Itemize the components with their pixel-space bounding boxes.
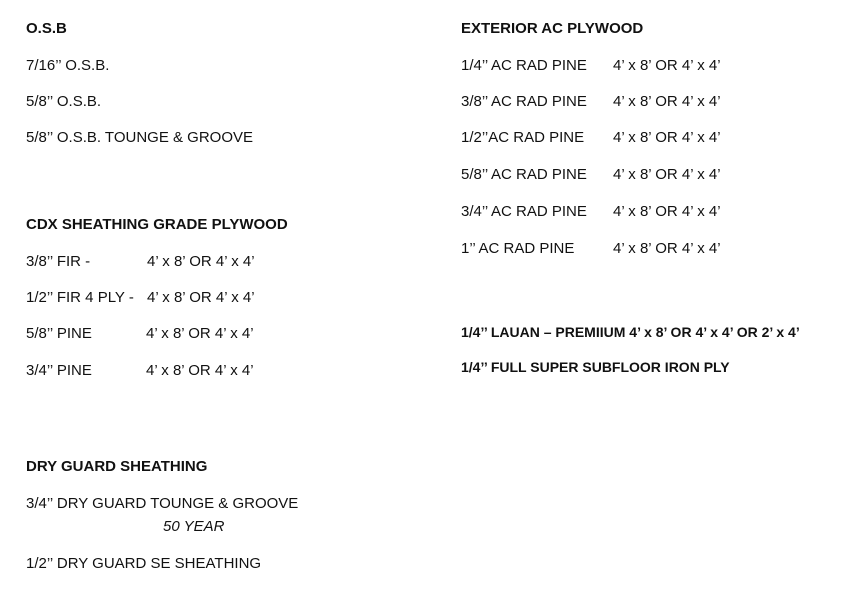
exterior-ac-item-sizes: 4’ x 8’ OR 4’ x 4’ [613,240,721,257]
dry-guard-item: 3/4’’ DRY GUARD TOUNGE & GROOVE [26,495,299,512]
exterior-ac-item-name: 1/4’’ AC RAD PINE [461,57,587,74]
cdx-item-name: 3/8’’ FIR - [26,253,91,270]
dry-guard-note: 50 YEAR [163,518,225,535]
cdx-item-sizes: 4’ x 8’ OR 4’ x 4’ [146,362,254,379]
exterior-ac-item-sizes: 4’ x 8’ OR 4’ x 4’ [613,57,721,74]
specialty-item: 1/4’’ LAUAN – PREMIIUM 4’ x 8’ OR 4’ x 4’ OR 2’ x 4’ [461,324,800,340]
dry-guard-item: 1/2’’ DRY GUARD SE SHEATHING [26,555,262,572]
exterior-ac-heading: EXTERIOR AC PLYWOOD [461,20,644,37]
dry-guard-heading: DRY GUARD SHEATHING [26,458,208,475]
exterior-ac-item-name: 5/8’’ AC RAD PINE [461,166,587,183]
cdx-item-name: 3/4’’ PINE [26,362,92,379]
osb-item: 5/8’’ O.S.B. TOUNGE & GROOVE [26,129,254,146]
exterior-ac-item-sizes: 4’ x 8’ OR 4’ x 4’ [613,129,721,146]
osb-item: 5/8’’ O.S.B. [26,93,102,110]
cdx-item-sizes: 4’ x 8’ OR 4’ x 4’ [147,253,255,270]
exterior-ac-item-name: 1/2’’AC RAD PINE [461,129,585,146]
exterior-ac-item-sizes: 4’ x 8’ OR 4’ x 4’ [613,93,721,110]
osb-heading: O.S.B [26,20,67,37]
exterior-ac-item-name: 3/8’’ AC RAD PINE [461,93,587,110]
cdx-item-sizes: 4’ x 8’ OR 4’ x 4’ [147,289,255,306]
cdx-heading: CDX SHEATHING GRADE PLYWOOD [26,216,288,233]
exterior-ac-item-sizes: 4’ x 8’ OR 4’ x 4’ [613,166,721,183]
specialty-item: 1/4’’ FULL SUPER SUBFLOOR IRON PLY [461,359,730,375]
cdx-item-sizes: 4’ x 8’ OR 4’ x 4’ [146,325,254,342]
exterior-ac-item-sizes: 4’ x 8’ OR 4’ x 4’ [613,203,721,220]
cdx-item-name: 5/8’’ PINE [26,325,92,342]
exterior-ac-item-name: 3/4’’ AC RAD PINE [461,203,587,220]
cdx-item-name: 1/2’’ FIR 4 PLY - [26,289,134,306]
osb-item: 7/16’’ O.S.B. [26,57,110,74]
exterior-ac-item-name: 1’’ AC RAD PINE [461,240,575,257]
